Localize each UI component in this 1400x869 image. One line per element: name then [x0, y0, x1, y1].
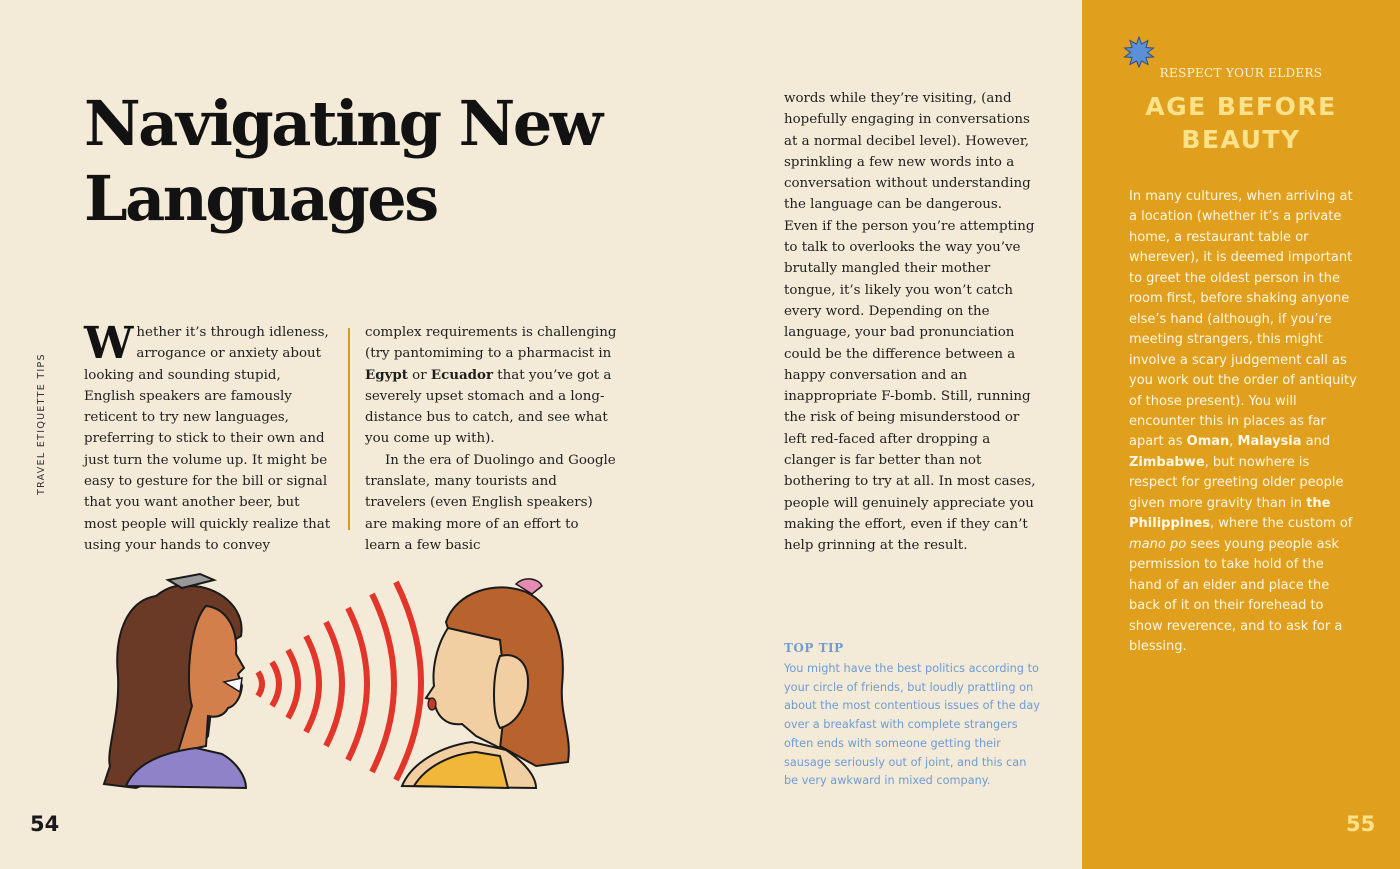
- sidebar-title: [1082, 90, 1400, 156]
- sound-waves-icon: [258, 582, 421, 780]
- top-tip-label: TOP TIP: [784, 641, 844, 655]
- body-text: complex requirements is challenging (try pantomiming to a pharmacist in: [365, 325, 617, 362]
- sidebar-text: , where the custom of: [1210, 516, 1353, 532]
- paragraph: [365, 322, 617, 450]
- body-text: or: [407, 367, 431, 383]
- sidebar-text: , but nowhere is respect for greeting older people given more gravity than in: [1129, 454, 1344, 511]
- sidebar-bold-philippines: the Philippines: [1129, 495, 1331, 532]
- sidebar-kicker: RESPECT YOUR ELDERS: [1159, 66, 1323, 80]
- body-column-2: [365, 322, 617, 556]
- body-text: that you’ve got a severely upset stomach and a long-distance bus to catch, and see what you come up with).: [365, 367, 612, 447]
- top-tip-text: You might have the best politics according to your circle of friends, but loudly prattling on about the most contentious issues of the day over a breakfast with complete strangers often ends with someone getting their sausage seriously out of joint, and this can be very awkward in mixed company.: [784, 662, 1040, 788]
- speaking-woman-icon: [104, 574, 246, 788]
- sidebar-text: sees young people ask permission to take hold of the hand of an elder and place the back of it on their forehead to show reverence, and to ask for a blessing.: [1129, 536, 1343, 654]
- sidebar-title-line1: AGE BEFORE: [1145, 92, 1337, 121]
- drop-cap: W: [84, 318, 134, 369]
- sidebar-bold-oman: Oman: [1186, 434, 1230, 450]
- paragraph: In the era of Duolingo and Google translate, many tourists and travelers (even English speakers) are making more of an effort to learn a few basic: [365, 452, 616, 553]
- column-divider: [348, 328, 350, 530]
- running-section-label: TRAVEL ETIQUETTE TIPS: [36, 353, 47, 495]
- sidebar-bold-malaysia: Malaysia: [1237, 434, 1302, 450]
- listening-woman-icon: [402, 579, 569, 788]
- conversation-illustration: [96, 566, 576, 792]
- body-column-1: [84, 318, 334, 556]
- sidebar-title-line2: BEAUTY: [1181, 125, 1301, 154]
- page-title: Navigating New Languages: [84, 87, 601, 235]
- body-column-3: words while they’re visiting, (and hopefully engaging in conversations at a normal decibel level). However, sprinkling a few new words into a conversation without understanding the language can be dangerous. Even if the person you’re attempting to talk to overlooks the way you’ve brutally mangled their mother tongue, it’s likely you won’t catch every word. Depending on the language, your bad pronunciation could be the difference between a happy conversation and an inappropriate F-bomb. Still, running the risk of being misunderstood or left red-faced after dropping a clanger is far better than not bothering to try at all. In most cases, people will genuinely appreciate you making the effort, even if they can’t help grinning at the result.: [784, 91, 1036, 554]
- body-text: hether it’s through idleness, arrogance or anxiety about looking and sounding stupid, English speakers are famously reticent to try new languages, preferring to stick to their own and just turn the volume up. It might be easy to gesture for the bill or signal that you want another beer, but most people will quickly realize that using your hands to convey: [84, 325, 331, 553]
- sidebar-text: ,: [1229, 434, 1238, 450]
- bold-egypt: Egypt: [365, 366, 408, 383]
- bold-ecuador: Ecuador: [430, 366, 494, 383]
- starburst-icon: [1123, 36, 1155, 68]
- sidebar-body: [1129, 187, 1359, 657]
- sidebar-italic-mano-po: mano po: [1129, 536, 1187, 552]
- sidebar-text: In many cultures, when arriving at a location (whether it’s a private home, a restaurant table or wherever), it is deemed important to greet the oldest person in the room first, before shaking anyone else’s hand (although, if you’re meeting strangers, this might involve a scary judgement call as you work out the order of antiquity of those present). You will encounter this in places as far apart as: [1129, 189, 1357, 450]
- sidebar-text: and: [1301, 434, 1331, 450]
- sidebar-bold-zimbabwe: Zimbabwe: [1129, 454, 1205, 470]
- page-number-left: 54: [30, 812, 60, 836]
- page-number-right: 55: [1346, 812, 1376, 836]
